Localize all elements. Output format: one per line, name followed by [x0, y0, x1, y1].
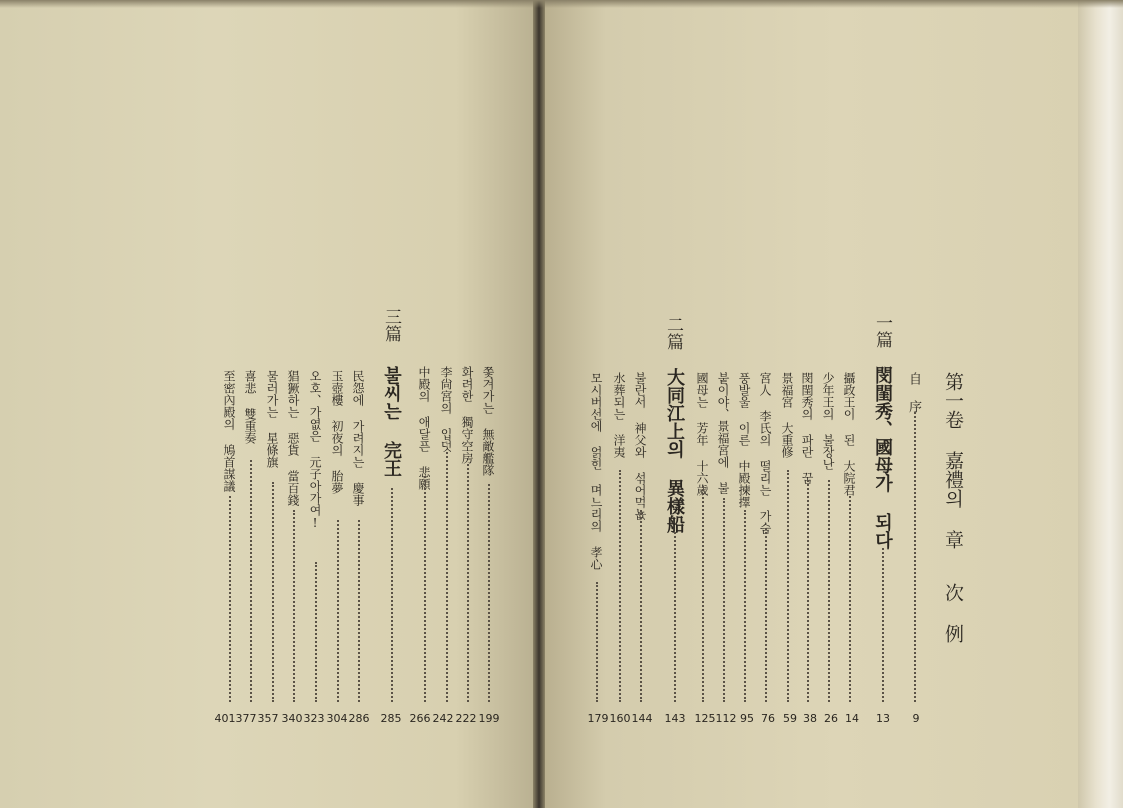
entry-title: 水葬되는 洋夷: [612, 372, 626, 458]
leader-dots: [424, 476, 426, 702]
entry-page-number: 179: [587, 712, 609, 725]
leader-dots: [744, 510, 746, 702]
section-two-page-number: 143: [664, 712, 686, 725]
entry-title: 오호、가엾은 元子아가여!: [308, 370, 322, 530]
entry-page-number: 401: [214, 712, 236, 725]
contents-heading-text: 次 例: [942, 583, 964, 643]
intro-page-number: 9: [912, 712, 920, 725]
section-two-label-text: 二篇: [663, 316, 683, 350]
entry-title: 풍발울 이른 中殿揀擇: [737, 372, 751, 508]
entry-page-number: 377: [235, 712, 257, 725]
entry-page-number: 144: [631, 712, 653, 725]
leader-dots: [315, 562, 317, 702]
entry-title: 攝政王이 된 大院君: [842, 372, 856, 496]
entry-title: 玉壺樓 初夜의 胎夢: [330, 370, 344, 494]
leader-dots: [358, 520, 360, 702]
intro-label: 自 序: [906, 372, 921, 413]
leader-dots: [619, 470, 621, 702]
entry-title: 물러가는 星條旗: [265, 370, 279, 468]
entry-page-number: 59: [783, 712, 797, 725]
entry-page-number: 304: [326, 712, 348, 725]
entry-page-number: 199: [478, 712, 500, 725]
leader-dots: [914, 412, 916, 702]
top-shadow: [0, 0, 1123, 8]
entry-page-number: 112: [715, 712, 737, 725]
entry-title: 李尙宮의 입덧: [439, 366, 453, 452]
entry-title: 猖獗하는 惡貨 當百錢: [286, 370, 300, 506]
entry-title: 閔閨秀의 파란 꿈: [800, 372, 814, 484]
volume-title-text: 第一卷 嘉禮의 章: [942, 372, 964, 549]
entry-page-number: 323: [303, 712, 325, 725]
entry-title: 모시버선에 얽힌 며느리의 孝心: [589, 372, 603, 570]
leader-dots: [229, 496, 231, 702]
leader-dots: [596, 582, 598, 702]
section-three-page-number: 285: [380, 712, 402, 725]
section-one-title: 閔閨秀、國母가 되다: [872, 366, 893, 549]
leader-dots: [882, 548, 884, 702]
leader-dots: [337, 520, 339, 702]
leader-dots: [828, 480, 830, 702]
leader-dots: [787, 470, 789, 702]
entry-title: 少年王의 불장난: [821, 372, 835, 470]
entry-page-number: 160: [609, 712, 631, 725]
entry-page-number: 95: [740, 712, 754, 725]
section-three-title: 불씨는 完王: [381, 366, 402, 477]
leader-dots: [702, 486, 704, 702]
entry-page-number: 266: [409, 712, 431, 725]
entry-page-number: 242: [432, 712, 454, 725]
leader-dots: [293, 510, 295, 702]
entry-page-number: 76: [761, 712, 775, 725]
entry-title: 화려한 獨守空房: [460, 366, 474, 464]
entry-page-number: 38: [803, 712, 817, 725]
section-one-page-number: 13: [876, 712, 890, 725]
leader-dots: [723, 498, 725, 702]
leader-dots: [807, 480, 809, 702]
entry-page-number: 125: [694, 712, 716, 725]
entry-title: 至密內殿의 鳩首謀議: [222, 370, 236, 492]
page-edges: [1078, 0, 1123, 808]
entry-page-number: 26: [824, 712, 838, 725]
section-two-title: 大同江上의 異樣船: [664, 368, 685, 533]
leader-dots: [467, 464, 469, 702]
leader-dots: [250, 460, 252, 702]
leader-dots: [488, 484, 490, 702]
entry-title: 쫓겨가는 無敵艦隊: [481, 366, 495, 476]
entry-page-number: 357: [257, 712, 279, 725]
leader-dots: [640, 510, 642, 702]
leader-dots: [272, 482, 274, 702]
section-three-label-text: 三篇: [381, 308, 401, 342]
entry-page-number: 14: [845, 712, 859, 725]
entry-page-number: 340: [281, 712, 303, 725]
leader-dots: [446, 452, 448, 702]
entry-title: 民怨에 가려지는 慶事: [351, 370, 365, 506]
entry-title: 붙이야、景福宮에 불: [716, 372, 730, 494]
leader-dots: [765, 528, 767, 702]
leader-dots: [674, 532, 676, 702]
entry-title: 喜悲 雙重奏: [243, 370, 257, 444]
entry-title: 國母는 芳年 十六歲: [695, 372, 709, 496]
entry-title: 불란서 神父와 섞어먹뇺: [633, 372, 647, 520]
entry-page-number: 222: [455, 712, 477, 725]
entry-title: 宮人 李氏의 떨리는 가슴: [758, 372, 772, 534]
book-gutter: [533, 0, 545, 808]
entry-title: 景福宮 大重修: [780, 372, 794, 458]
entry-title: 中殿의 애달픈 悲願: [417, 366, 431, 490]
leader-dots: [849, 496, 851, 702]
section-one-label-text: 一篇: [872, 314, 892, 348]
leader-dots: [391, 488, 393, 702]
entry-page-number: 286: [348, 712, 370, 725]
